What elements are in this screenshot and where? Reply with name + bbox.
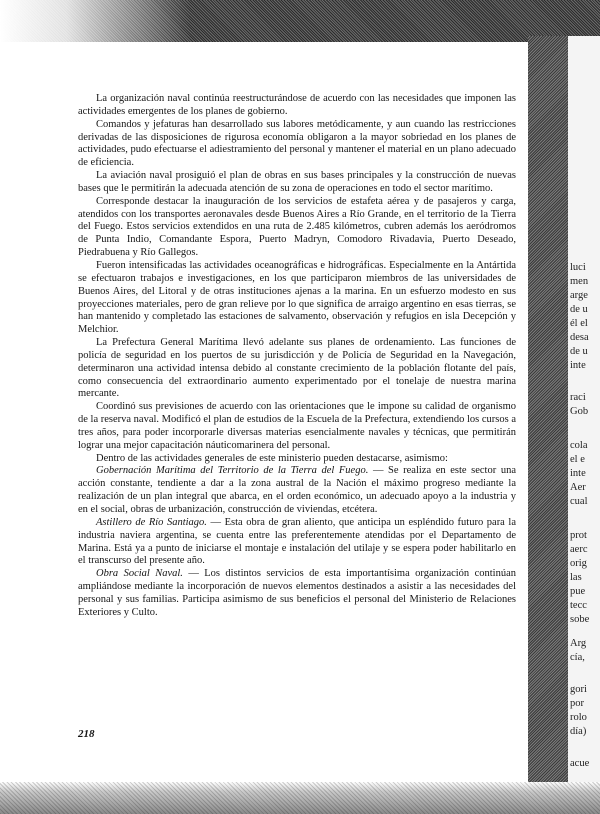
adjacent-fragment: gori [570,684,587,695]
paragraph: Comandos y jefaturas han desarrollado sus labores metódicamente, y aun cuando las restricciones derivadas de las disposiciones de rigurosa economía obligaron a la mayor sobriedad en los planes de actividades, pudo efectuarse el adiestramiento del personal y mantener el material en un plano adecuado de eficiencia. [78,118,516,169]
adjacent-fragment: Aer [570,482,586,493]
adjacent-fragment: él el [570,318,588,329]
adjacent-fragment: cía, [570,652,585,663]
paragraph-obra-social: Obra Social Naval. — Los distintos servicios de esta importantísima organización continúan ampliándose mediante la incorporación de nuevos elementos destinados a asistir a las necesidades del personal y sus familias. Participa asimismo de sus beneficios el personal del Ministerio de Relaciones Exteriores y Culto. [78,568,516,618]
page-number: 218 [78,728,95,740]
scan-shadow-bottom [0,782,600,814]
body-text [78,93,516,620]
paragraph: La organización naval continúa reestructurándose de acuerdo con las necesidades que imponen las actividades emergentes de los planes de gobierno. [78,93,516,117]
adjacent-fragment: Gob [570,406,589,417]
adjacent-fragment: men [570,276,589,287]
adjacent-fragment: inte [570,468,586,479]
section-lead: Gobernación Marítima del Territorio de la Tierra del Fuego. [96,465,369,477]
adjacent-fragment: tecc [570,600,587,611]
adjacent-fragment: cual [570,496,588,507]
adjacent-fragment: sobe [570,614,590,625]
paragraph: La aviación naval prosiguió el plan de obras en sus bases principales y la construcción de nuevas bases que le permitirán la adecuada atención de su zona de operaciones en todo el sector marítimo. [78,170,516,194]
paragraph: Coordinó sus previsiones de acuerdo con las orientaciones que le impone su calidad de organismo de la reserva naval. Modificó el plan de estudios de la Escuela de la Prefectura, extendiendo los cursos a tres años, para poder incorporarle diversas materias esencialmente navales y técnicas, que permitirán lograr una mejor capacitación náuticomarinera del personal. [78,401,516,451]
adjacent-fragment: prot [570,530,587,541]
section-lead: Obra Social Naval. [96,568,183,580]
adjacent-fragment: rolo [570,712,587,723]
adjacent-fragment: aerc [570,544,588,555]
adjacent-fragment: inte [570,360,586,371]
adjacent-fragment: pue [570,586,586,597]
adjacent-fragment: las [570,572,582,583]
paragraph: Dentro de las actividades generales de este ministerio pueden destacarse, asimismo: [96,452,448,464]
adjacent-fragment: Arg [570,638,587,649]
adjacent-fragment: de u [570,346,588,357]
adjacent-fragment: acue [570,758,590,769]
paragraph: Fueron intensificadas las actividades oceanográficas e hidrográficas. Especialmente en la Antártida se efectuaron trabajos e investigaciones, en los que participaron miembros de las universidades de Buenos Aires, del Litoral y de otras instituciones ajenas a la marina. En un esfuerzo modesto en sus proyecciones materiales, pero de gran relieve por lo que significa de arraigo argentino en esas tierras, se han mantenido y completado las estaciones de salvamento, observación y refugios en isla Decepción y Melchior. [78,259,516,336]
paragraph: Corresponde destacar la inauguración de los servicios de estafeta aérea y de pasajeros y carga, atendidos con los transportes aeronavales desde Buenos Aires a Río Grande, en el territorio de la Tierra del Fuego. Estos servicios extendidos en una ruta de 2.485 kilómetros, cubren además los aeródromos de Punta Indio, Comandante Espora, Puerto Madryn, Comodoro Rivadavia, Puerto Deseado, Piedrabuena y Río Gallegos. [78,195,516,259]
paragraph-gobernacion-maritima: Gobernación Marítima del Territorio de la Tierra del Fuego. — Se realiza en este sector una acción constante, tendiente a dar a la zona austral de la Nación el máximo progreso mediante la realización de un plan integral que abarca, en el orden económico, un adecuado apoyo a la industria y en el social, obras de urbanización, construcción de viviendas, etcétera. [78,465,516,515]
adjacent-fragment: cola [570,440,588,451]
adjacent-fragment: de u [570,304,588,315]
adjacent-fragment: el e [570,454,585,465]
adjacent-fragment: orig [570,558,587,569]
section-lead: Astillero de Río Santiago. [96,516,207,528]
adjacent-fragment: desa [570,332,589,343]
adjacent-fragment: día) [570,726,587,737]
adjacent-fragment: por [570,698,584,709]
scan-shadow-top [0,0,600,42]
adjacent-page-strip [568,36,600,796]
paragraph-astillero: Astillero de Río Santiago. — Esta obra de gran aliento, que anticipa un espléndido futuro para la industria naviera argentina, se cuenta entre las preferentemente atendidas por el Departamento de Marina. Está ya a punto de iniciarse el montaje e instalación del utilaje y se espera poder habilitarlo en el transcurso del presente año. [78,516,516,567]
adjacent-fragment: arge [570,290,588,301]
paragraph: La Prefectura General Marítima llevó adelante sus planes de ordenamiento. Las funciones de policía de seguridad en los puertos de su jurisdicción y de Policía de Seguridad en la Navegación, determinaron una actividad intensa debido al constante crecimiento de la población flotante del país, como consecuencia del extraordinario aumento experimentado por el tonelaje de nuestra marina mercante. [78,337,516,400]
adjacent-fragment: luci [570,262,586,273]
adjacent-fragment: raci [570,392,586,403]
